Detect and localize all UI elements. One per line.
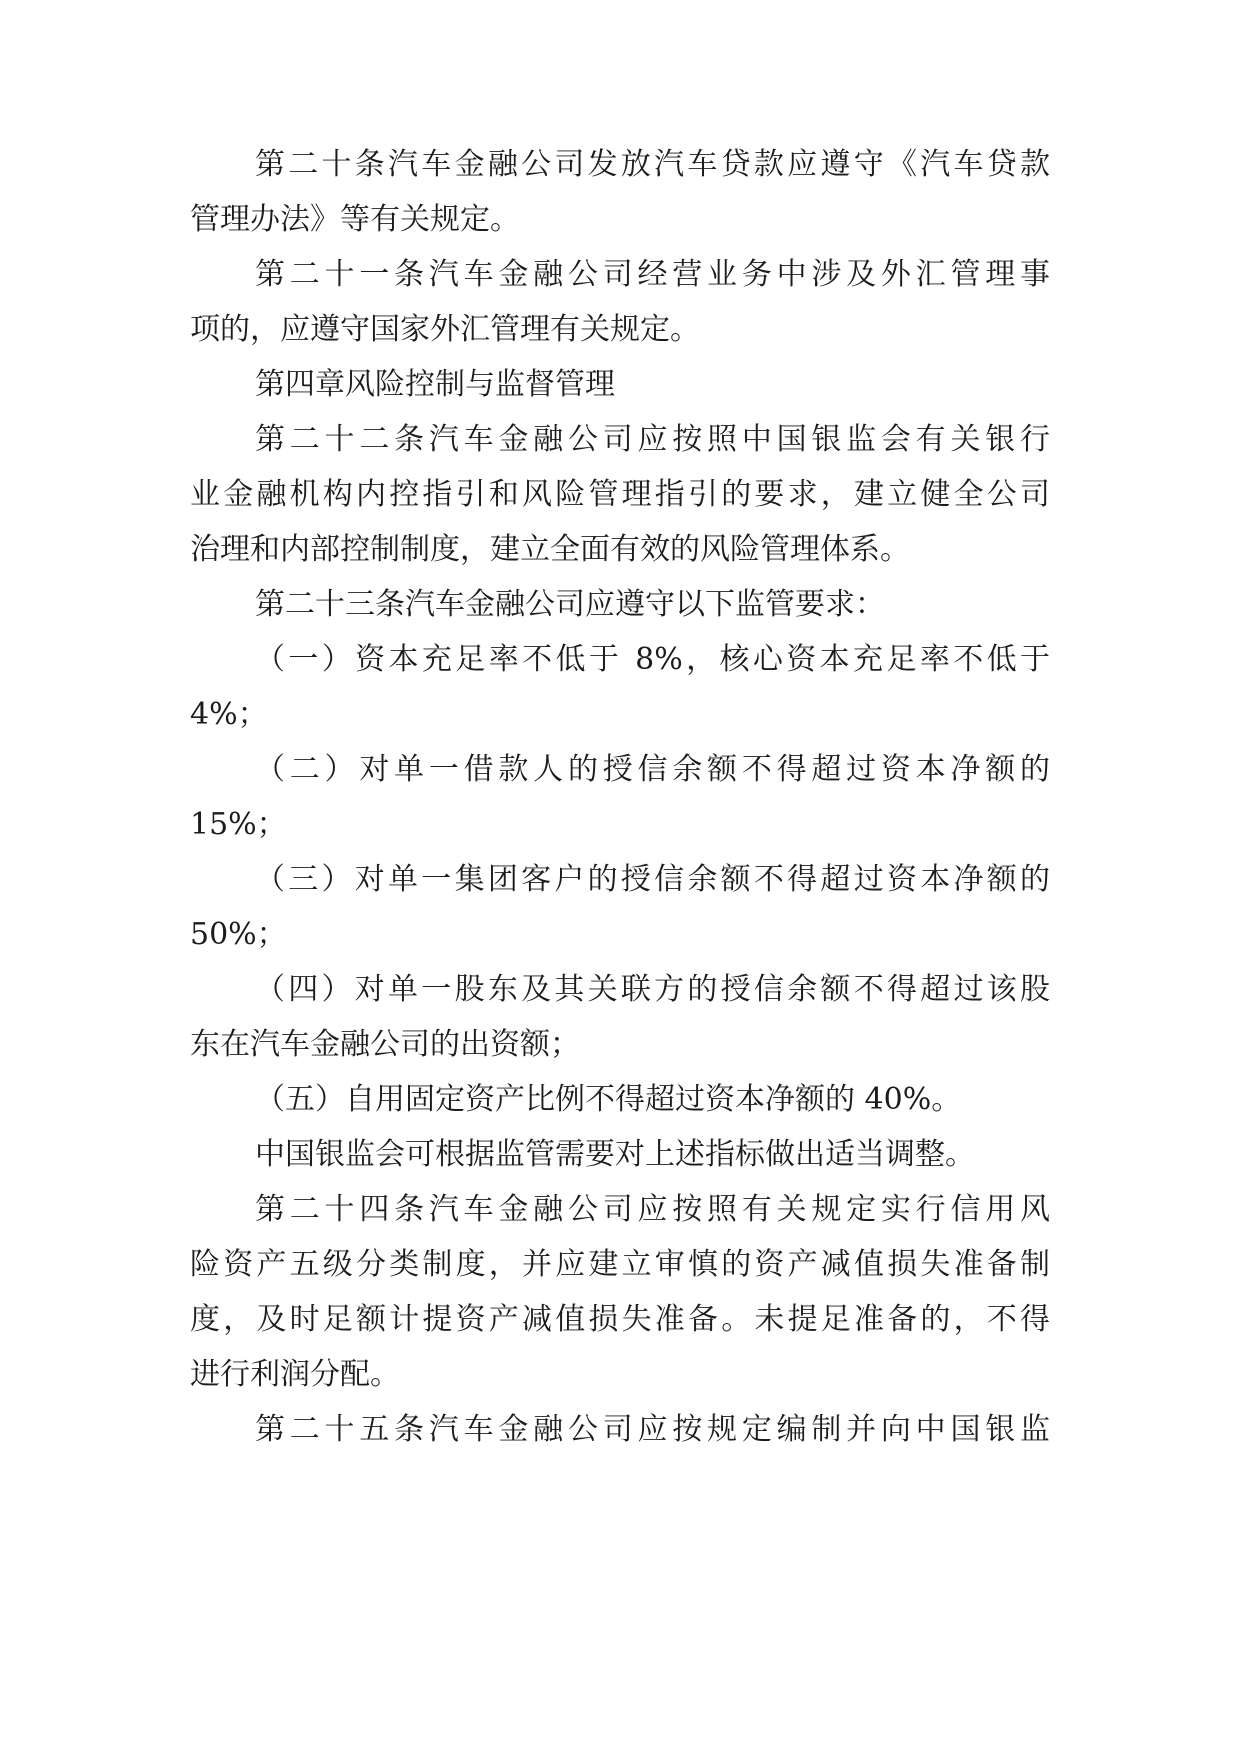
item-2-line-1: （二）对单一借款人的授信余额不得超过资本净额的 (255, 752, 1050, 787)
item-4-line-2: 东在汽车金融公司的出资额； (190, 1027, 580, 1062)
article-20-line-2: 管理办法》等有关规定。 (190, 202, 520, 237)
article-20-line-1: 第二十条汽车金融公司发放汽车贷款应遵守《汽车贷款 (255, 147, 1050, 182)
chapter-4-heading: 第四章风险控制与监督管理 (255, 367, 615, 402)
item-1-line-1: （一）资本充足率不低于 8%，核心资本充足率不低于 (255, 642, 1050, 677)
article-22-line-1: 第二十二条汽车金融公司应按照中国银监会有关银行 (255, 422, 1050, 457)
article-22-line-2: 业金融机构内控指引和风险管理指引的要求，建立健全公司 (190, 477, 1050, 512)
article-22-line-3: 治理和内部控制制度，建立全面有效的风险管理体系。 (190, 532, 910, 567)
adjustment-note: 中国银监会可根据监管需要对上述指标做出适当调整。 (255, 1137, 975, 1172)
article-24-line-4: 进行利润分配。 (190, 1357, 400, 1392)
article-24-line-1: 第二十四条汽车金融公司应按照有关规定实行信用风 (255, 1192, 1050, 1227)
item-3-line-2: 50%； (190, 917, 287, 952)
article-25-line-1: 第二十五条汽车金融公司应按规定编制并向中国银监 (255, 1412, 1050, 1447)
item-4-line-1: （四）对单一股东及其关联方的授信余额不得超过该股 (255, 972, 1050, 1007)
article-24-line-2: 险资产五级分类制度，并应建立审慎的资产减值损失准备制 (190, 1247, 1050, 1282)
article-23-intro: 第二十三条汽车金融公司应遵守以下监管要求： (255, 587, 885, 622)
item-2-line-2: 15%； (190, 807, 287, 842)
item-3-line-1: （三）对单一集团客户的授信余额不得超过资本净额的 (255, 862, 1050, 897)
article-21-line-1: 第二十一条汽车金融公司经营业务中涉及外汇管理事 (255, 257, 1050, 292)
article-21-line-2: 项的，应遵守国家外汇管理有关规定。 (190, 312, 700, 347)
article-24-line-3: 度，及时足额计提资产减值损失准备。未提足准备的，不得 (190, 1302, 1050, 1337)
item-5-line: （五）自用固定资产比例不得超过资本净额的 40%。 (255, 1082, 962, 1117)
item-1-line-2: 4%； (190, 697, 268, 732)
